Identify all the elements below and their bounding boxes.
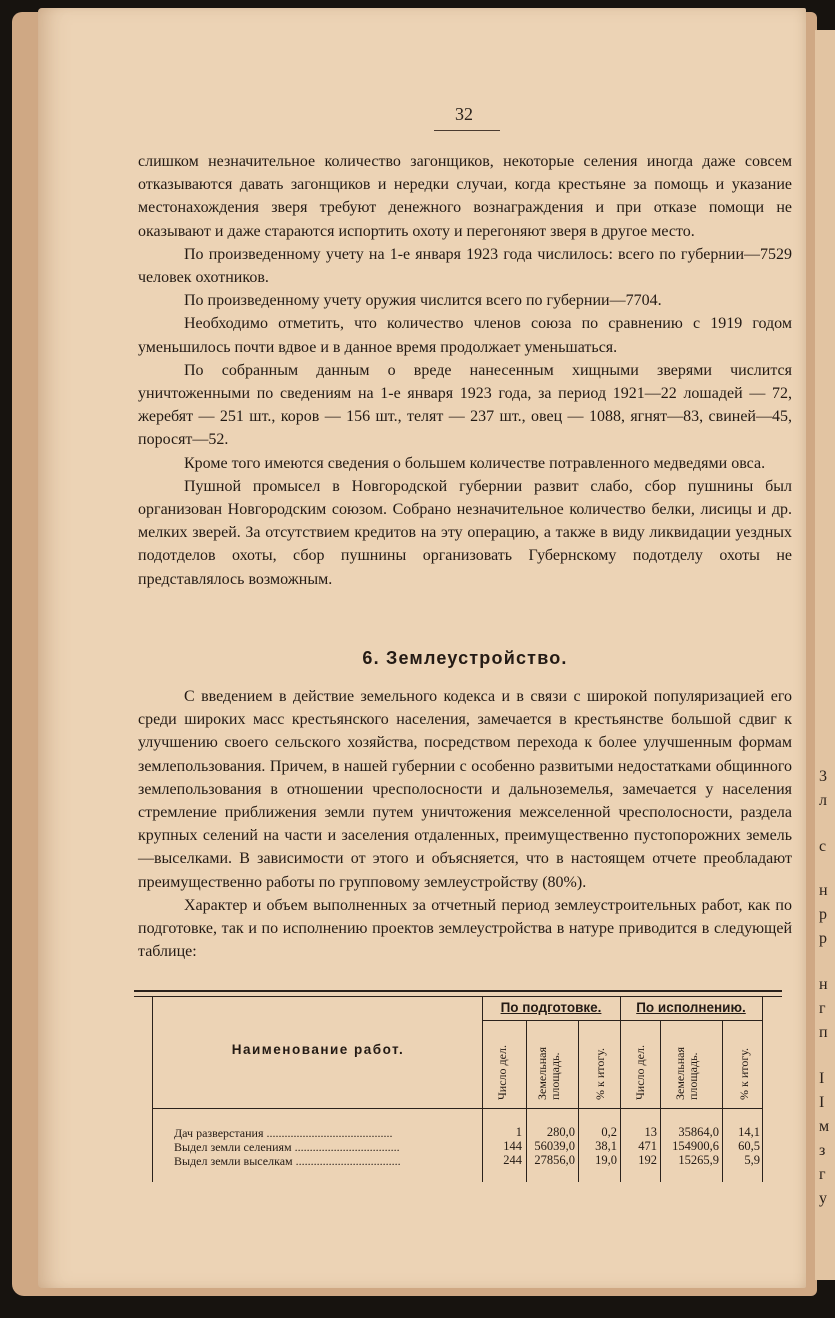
- next-page-glyph: с: [819, 838, 827, 855]
- table-header-rule: [152, 1108, 762, 1109]
- column-header-work-name: Наименование работ.: [231, 1042, 405, 1057]
- table-row-label: Выдел земли выселкам ...................................: [174, 1154, 401, 1168]
- next-page-glyph: г: [819, 1000, 826, 1017]
- cell-prep-area: 56039,0: [534, 1139, 575, 1153]
- table-border-left: [152, 996, 153, 1182]
- table-rule-top: [134, 990, 782, 992]
- paragraph: С введением в действие земельного кодекса и в связи с широкой популяризацией его среди широких масс крестьянского населения, замечается в крестьянстве большой сдвиг к улучшению своего сельского хозяйства, посредством перехода к более улучшенным формам землепользования. Причем, в нашей губернии с особенно развитыми недостатками общинного землепользования в отношении чресполосности и дальноземелья, замечается у населения стремление приближения земли путем уничтожения межселенной чресполосности, раздела крупных селений на части и заселения отдаленных, преимущественно пустопорожних земель—выселками. В зависимости от этого и объясняется, что в настоящем отчете преобладают преимущественно работы по групповому землеустройству (80%).: [138, 688, 792, 891]
- cell-prep-percent: 19,0: [595, 1153, 617, 1167]
- section-text: [138, 685, 792, 963]
- next-page-glyph: л: [819, 792, 827, 809]
- next-page-glyph: р: [819, 930, 827, 947]
- subheader-percent: % к итогу.: [593, 1047, 607, 1100]
- paragraph: По произведенному учету оружия числится всего по губернии—7704.: [184, 292, 662, 310]
- table-row-label: Выдел земли селениям ...................................: [174, 1140, 400, 1154]
- cell-prep-count: 1: [515, 1125, 522, 1139]
- section-heading: 6. Землеустройство.: [362, 648, 568, 668]
- page-number: 32: [455, 104, 473, 124]
- next-page-glyph: з: [819, 1142, 826, 1159]
- cell-prep-area: 280,0: [546, 1125, 575, 1139]
- next-page-glyph: I: [819, 1070, 825, 1087]
- body-text: [138, 150, 792, 591]
- paragraph: слишком незначительное количество загонщиков, некоторые селения иногда даже совсем отказываются давать загонщиков и нередки случаи, когда крестьяне за помощь и указание местонахождения зверя требуют денежного вознаграждения и при отказе помощи не оказывают и даже стараются испортить охоту и перегоняют зверя в другое место.: [138, 153, 792, 240]
- cell-exec-count: 13: [644, 1125, 657, 1139]
- next-page-glyph: г: [819, 1166, 826, 1183]
- paragraph: По собранным данным о вреде нанесенным хищными зверями числится уничтоженными по сведениям на 1-е января 1923 года, за период 1921—22 лошадей — 72, жеребят — 251 шт., коров — 156 шт., телят — 237 шт., овец — 1088, ягнят—83, свиней—45, поросят—52.: [138, 361, 792, 449]
- cell-exec-count: 192: [638, 1153, 657, 1167]
- next-page-glyph: п: [819, 1024, 828, 1041]
- subheader-area: Земельная площадь.: [535, 1047, 562, 1100]
- table-rule-top-thin: [134, 996, 782, 997]
- next-page-strip: [815, 30, 835, 1280]
- cell-exec-count: 471: [638, 1139, 657, 1153]
- cell-prep-count: 144: [503, 1139, 522, 1153]
- cell-exec-percent: 60,5: [738, 1139, 760, 1153]
- next-page-glyph: м: [819, 1118, 830, 1135]
- subheader-area: Земельная площадь.: [673, 1047, 700, 1100]
- next-page-glyph: 3: [819, 768, 827, 785]
- cell-prep-percent: 38,1: [595, 1139, 617, 1153]
- paragraph: Необходимо отметить, что количество членов союза по сравнению с 1919 годом уменьшилось почти вдвое и в данное время продолжает уменьшаться.: [138, 315, 792, 356]
- cell-exec-percent: 5,9: [744, 1153, 760, 1167]
- subheader-count: Число дел.: [495, 1045, 509, 1100]
- cell-exec-percent: 14,1: [738, 1125, 760, 1139]
- cell-exec-area: 15265,9: [678, 1153, 719, 1167]
- page-number-rule: [434, 130, 500, 131]
- table-divider: [762, 996, 763, 1182]
- next-page-glyph: н: [819, 976, 828, 993]
- table-group-rule: [482, 1020, 762, 1021]
- next-page-glyph: I: [819, 1094, 825, 1111]
- cell-prep-count: 244: [503, 1153, 522, 1167]
- cell-prep-area: 27856,0: [534, 1153, 575, 1167]
- subheader-count: Число дел.: [633, 1045, 647, 1100]
- table-row-label: Дач разверстания ..........................................: [174, 1126, 393, 1140]
- paragraph: Характер и объем выполненных за отчетный период землеустроительных работ, как по подготовке, так и по исполнению проектов землеустройства в натуре приводится в следующей таблице:: [138, 896, 792, 961]
- group-header-preparation: По подготовке.: [500, 1000, 602, 1015]
- group-header-execution: По исполнению.: [636, 1000, 746, 1015]
- cell-prep-percent: 0,2: [601, 1125, 617, 1139]
- subheader-percent: % к итогу.: [737, 1047, 751, 1100]
- cell-exec-area: 35864,0: [678, 1125, 719, 1139]
- next-page-glyph: р: [819, 906, 827, 923]
- next-page-glyph: у: [819, 1190, 827, 1207]
- next-page-glyph: н: [819, 882, 828, 899]
- paragraph: По произведенному учету на 1-е января 1923 года числилось: всего по губернии—7529 человек охотников.: [138, 245, 792, 287]
- paragraph: Кроме того имеются сведения о большем количестве потравленного медведями овса.: [184, 454, 766, 472]
- land-works-table: [134, 990, 782, 1182]
- paragraph: Пушной промысел в Новгородской губернии развит слабо, сбор пушнины был организован Новгородским союзом. Собрано незначительное количество белки, лисицы и др. мелких зверей. За отсутствием кредитов на эту операцию, а также в виду ликвидации уездных подотделов охоты, сбор пушнины организовать Губернскому подотделу охоты не представлялось возможным.: [138, 477, 792, 588]
- cell-exec-area: 154900,6: [672, 1139, 719, 1153]
